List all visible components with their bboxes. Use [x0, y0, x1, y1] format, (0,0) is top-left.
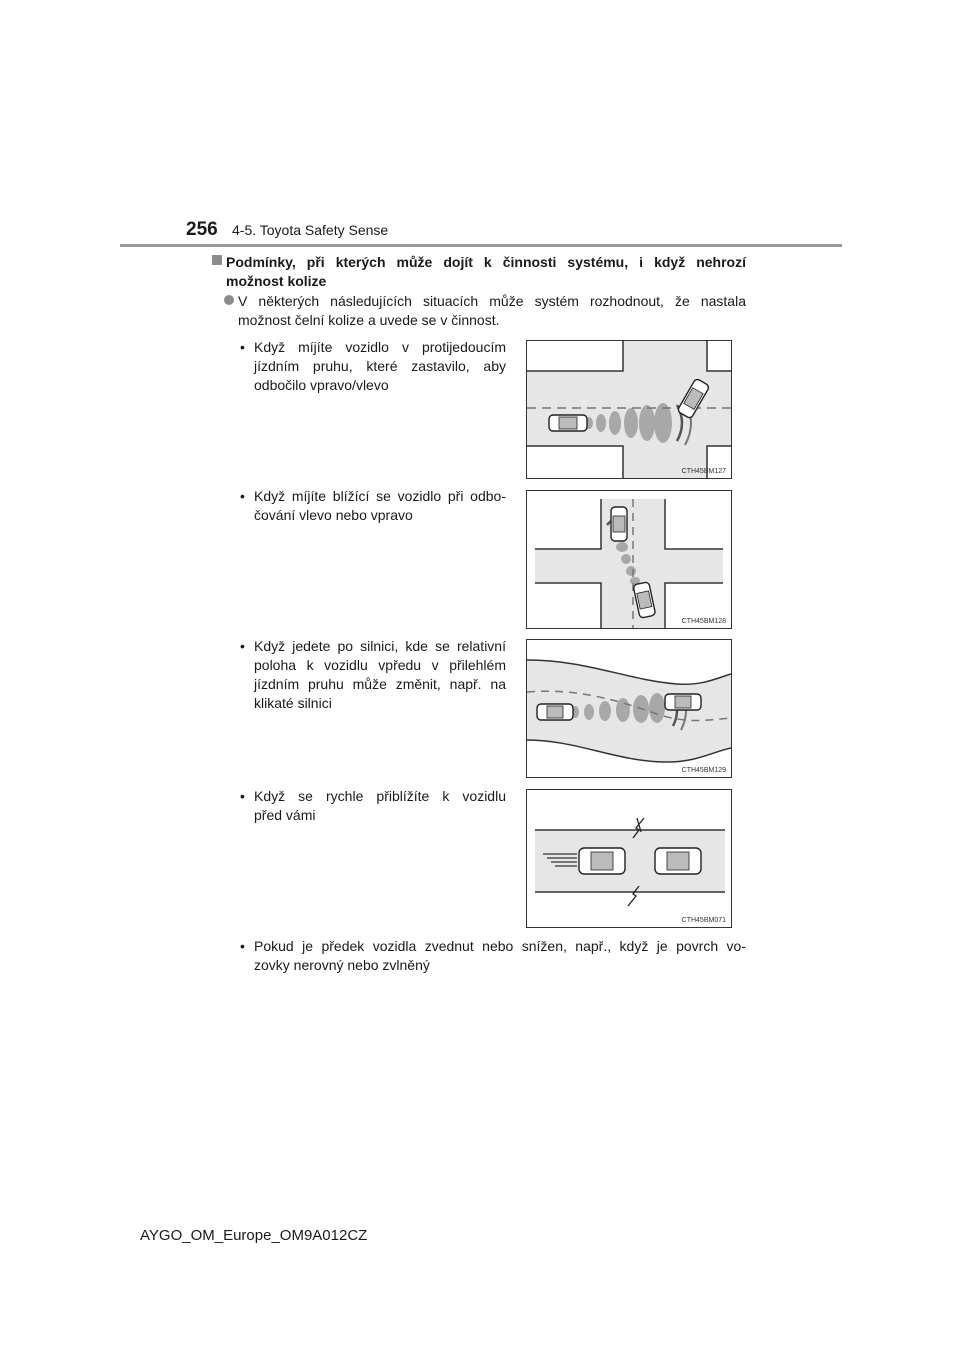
figure-code: CTH45BM127 [681, 468, 726, 475]
list-item [240, 937, 746, 975]
bullet: • [240, 788, 245, 804]
list-item [240, 787, 506, 825]
item-text-line: poloha k vozidlu vpředu v přilehlém [254, 657, 506, 673]
car-icon [665, 694, 701, 710]
figure-code: CTH45BM129 [681, 767, 726, 774]
figure-oncoming-turn [526, 340, 732, 479]
footer-doc-id: AYGO_OM_Europe_OM9A012CZ [140, 1227, 368, 1244]
bullet: • [240, 638, 245, 654]
car-icon [537, 704, 573, 720]
figure-winding-road [526, 639, 732, 778]
list-item [240, 637, 506, 713]
figure-turning-oncoming [526, 490, 732, 629]
car-icon [611, 507, 627, 541]
item-text-line: Když jedete po silnici, kde se relativní [254, 638, 506, 654]
figure-code: CTH45BM128 [681, 618, 726, 625]
item-text-line: zovky nerovný nebo zvlněný [254, 957, 430, 973]
intro-line-2: možnost čelní kolize a uvede se v činnost. [238, 312, 500, 328]
item-text-line: čování vlevo nebo vpravo [254, 507, 413, 523]
list-item [240, 338, 506, 395]
item-text-line: před vámi [254, 807, 316, 823]
item-text-line: Pokud je předek vozidla zvednut nebo snížen, např., když je povrch vo- [254, 938, 746, 954]
item-text-line: Když míjíte blížící se vozidlo při odbo- [254, 488, 506, 504]
bullet: • [240, 488, 245, 504]
item-text-line: klikaté silnici [254, 695, 332, 711]
bullet: • [240, 339, 245, 355]
heading-line-2: možnost kolize [226, 273, 327, 289]
figure-code: CTH45BM071 [681, 917, 726, 924]
item-text-line: jízdním pruhu, které zastavilo, aby [254, 358, 506, 374]
item-text-line: Když se rychle přiblížíte k vozidlu [254, 788, 506, 804]
item-text-line: Když míjíte vozidlo v protijedoucím [254, 339, 506, 355]
page-number: 256 [186, 219, 218, 240]
section-title: 4-5. Toyota Safety Sense [232, 222, 389, 238]
intro-paragraph [224, 292, 746, 330]
section-heading [212, 253, 746, 291]
item-text-line: jízdním pruhu může změnit, např. na [254, 676, 506, 692]
header-rule [120, 244, 842, 247]
circle-bullet-icon [224, 295, 234, 305]
bullet: • [240, 938, 245, 954]
figure-rapid-approach [526, 789, 732, 928]
square-bullet-icon [212, 255, 222, 265]
car-icon [579, 848, 625, 874]
intro-line-1: V některých následujících situacích může systém rozhodnout, že nastala [238, 293, 746, 309]
item-text-line: odbočilo vpravo/vlevo [254, 377, 389, 393]
car-icon [655, 848, 701, 874]
list-item [240, 487, 506, 525]
car-icon [549, 415, 587, 431]
heading-line-1: Podmínky, při kterých může dojít k činnosti systému, i když nehrozí [226, 254, 746, 270]
